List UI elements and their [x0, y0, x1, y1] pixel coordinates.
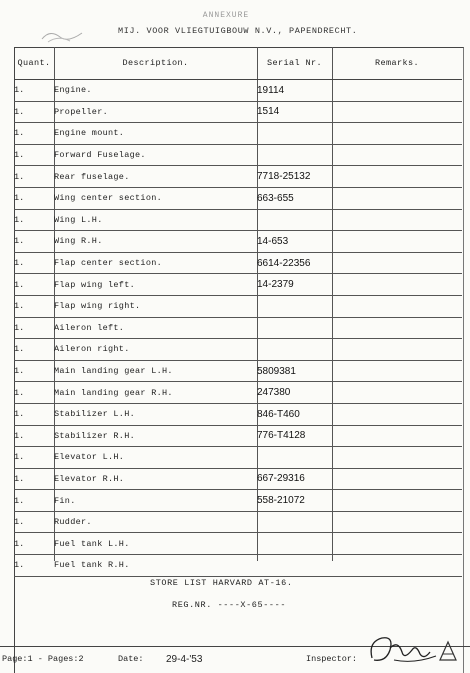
table-row: [14, 555, 462, 577]
serial-cell: 14-653: [257, 231, 332, 253]
serial-cell: [257, 447, 332, 469]
table-row: [14, 209, 462, 231]
table-row: [14, 123, 462, 145]
description-cell: Fuel tank L.H.: [54, 533, 257, 555]
remarks-cell: [332, 295, 462, 317]
remarks-cell: [332, 490, 462, 512]
quantity-cell: 1.: [14, 231, 54, 253]
table-row: [14, 339, 462, 361]
remarks-cell: [332, 209, 462, 231]
remarks-cell: [332, 360, 462, 382]
remarks-cell: [332, 555, 462, 577]
page-indicator: Page:1 - Pages:2: [2, 654, 84, 664]
serial-cell: [257, 511, 332, 533]
table-row: [14, 101, 462, 123]
quantity-cell: 1.: [14, 123, 54, 145]
serial-cell: 663-655: [257, 187, 332, 209]
remarks-cell: [332, 166, 462, 188]
date-value: 29-4-'53: [166, 654, 203, 665]
description-cell: Flap wing left.: [54, 274, 257, 296]
description-cell: Wing R.H.: [54, 231, 257, 253]
date-label: Date:: [118, 654, 144, 664]
description-cell: Flap center section.: [54, 252, 257, 274]
serial-cell: 846-T460: [257, 403, 332, 425]
remarks-cell: [332, 382, 462, 404]
table-row: [14, 274, 462, 296]
serial-cell: 14-2379: [257, 274, 332, 296]
description-cell: Engine mount.: [54, 123, 257, 145]
serial-cell: 7718-25132: [257, 166, 332, 188]
description-cell: Main landing gear L.H.: [54, 360, 257, 382]
serial-cell: 1514: [257, 101, 332, 123]
remarks-cell: [332, 533, 462, 555]
inspector-signature: [364, 630, 464, 670]
table-row: [14, 295, 462, 317]
quantity-cell: 1.: [14, 403, 54, 425]
column-header-quantity: Quant.: [14, 47, 54, 80]
quantity-cell: 1.: [14, 187, 54, 209]
quantity-cell: 1.: [14, 317, 54, 339]
description-cell: Stabilizer R.H.: [54, 425, 257, 447]
annex-stamp: ANNEXURE: [202, 11, 250, 20]
serial-cell: 5809381: [257, 360, 332, 382]
parts-table: [14, 47, 462, 577]
serial-cell: [257, 123, 332, 145]
table-row: [14, 468, 462, 490]
remarks-cell: [332, 339, 462, 361]
description-cell: Flap wing right.: [54, 295, 257, 317]
serial-cell: 558-21072: [257, 490, 332, 512]
description-cell: Elevator R.H.: [54, 468, 257, 490]
column-header-serial: Serial Nr.: [257, 47, 332, 80]
stamp-mark-icon: [40, 27, 84, 47]
column-header-remarks: Remarks.: [332, 47, 462, 80]
quantity-cell: 1.: [14, 274, 54, 296]
description-cell: Elevator L.H.: [54, 447, 257, 469]
description-cell: Propeller.: [54, 101, 257, 123]
description-cell: Fuel tank R.H.: [54, 555, 257, 577]
table-row: [14, 382, 462, 404]
table-row: [14, 187, 462, 209]
remarks-cell: [332, 425, 462, 447]
description-cell: Engine.: [54, 80, 257, 102]
remarks-cell: [332, 274, 462, 296]
quantity-cell: 1.: [14, 252, 54, 274]
table-header-row: [14, 47, 462, 80]
remarks-cell: [332, 187, 462, 209]
remarks-cell: [332, 144, 462, 166]
remarks-cell: [332, 403, 462, 425]
remarks-cell: [332, 511, 462, 533]
description-cell: Wing center section.: [54, 187, 257, 209]
quantity-cell: 1.: [14, 80, 54, 102]
serial-cell: [257, 533, 332, 555]
remarks-cell: [332, 231, 462, 253]
description-cell: Wing L.H.: [54, 209, 257, 231]
quantity-cell: 1.: [14, 511, 54, 533]
store-list-title: STORE LIST HARVARD AT-16.: [150, 578, 293, 588]
column-header-description: Description.: [54, 47, 257, 80]
company-name: MIJ. VOOR VLIEGTUIGBOUW N.V., PAPENDRECHT.: [118, 26, 358, 36]
table-row: [14, 425, 462, 447]
table-row: [14, 144, 462, 166]
table-row: [14, 490, 462, 512]
quantity-cell: 1.: [14, 295, 54, 317]
quantity-cell: 1.: [14, 382, 54, 404]
remarks-cell: [332, 80, 462, 102]
quantity-cell: 1.: [14, 144, 54, 166]
serial-cell: [257, 209, 332, 231]
table-row: [14, 231, 462, 253]
serial-cell: [257, 295, 332, 317]
description-cell: Main landing gear R.H.: [54, 382, 257, 404]
table-row: [14, 166, 462, 188]
serial-cell: 667-29316: [257, 468, 332, 490]
table-row: [14, 317, 462, 339]
remarks-cell: [332, 317, 462, 339]
quantity-cell: 1.: [14, 101, 54, 123]
description-cell: Aileron left.: [54, 317, 257, 339]
remarks-cell: [332, 252, 462, 274]
quantity-cell: 1.: [14, 555, 54, 577]
serial-cell: [257, 144, 332, 166]
remarks-cell: [332, 101, 462, 123]
serial-cell: [257, 317, 332, 339]
quantity-cell: 1.: [14, 447, 54, 469]
description-cell: Forward Fuselage.: [54, 144, 257, 166]
quantity-cell: 1.: [14, 209, 54, 231]
table-row: [14, 403, 462, 425]
table-row: [14, 252, 462, 274]
serial-cell: [257, 339, 332, 361]
description-cell: Rudder.: [54, 511, 257, 533]
serial-cell: 19114: [257, 80, 332, 102]
remarks-cell: [332, 123, 462, 145]
serial-cell: 247380: [257, 382, 332, 404]
registration-number: REG.NR. ----X-65----: [172, 600, 287, 610]
serial-cell: 776-T4128: [257, 425, 332, 447]
description-cell: Stabilizer L.H.: [54, 403, 257, 425]
description-cell: Aileron right.: [54, 339, 257, 361]
quantity-cell: 1.: [14, 339, 54, 361]
serial-cell: 6614-22356: [257, 252, 332, 274]
quantity-cell: 1.: [14, 533, 54, 555]
remarks-cell: [332, 447, 462, 469]
table-row: [14, 447, 462, 469]
serial-cell: [257, 555, 332, 577]
description-cell: Fin.: [54, 490, 257, 512]
table-row: [14, 511, 462, 533]
quantity-cell: 1.: [14, 468, 54, 490]
table-row: [14, 80, 462, 102]
table-row: [14, 533, 462, 555]
inspector-label: Inspector:: [306, 654, 358, 664]
quantity-cell: 1.: [14, 166, 54, 188]
description-cell: Rear fuselage.: [54, 166, 257, 188]
quantity-cell: 1.: [14, 360, 54, 382]
quantity-cell: 1.: [14, 425, 54, 447]
quantity-cell: 1.: [14, 490, 54, 512]
table-row: [14, 360, 462, 382]
remarks-cell: [332, 468, 462, 490]
